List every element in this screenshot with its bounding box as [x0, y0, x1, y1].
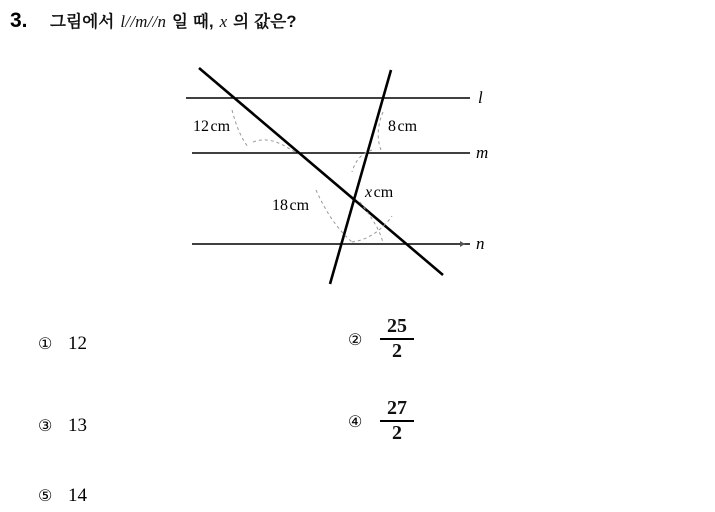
answer-choices	[0, 305, 715, 505]
measure-8cm: 8cm	[388, 118, 418, 135]
label-line-m: m	[476, 143, 489, 162]
choice-option-2[interactable]	[348, 317, 414, 363]
choice-numerator-4: 27	[387, 397, 407, 419]
leader-18cm	[316, 190, 352, 242]
measure-x-cm: xcm	[365, 184, 394, 201]
choice-value-3: 13	[68, 415, 87, 436]
question-text-middle: 일 때,	[171, 13, 214, 31]
tick-mark-n	[460, 241, 465, 247]
choice-marker-4: ④	[348, 414, 363, 431]
choice-option-4[interactable]	[348, 399, 414, 445]
question-header	[10, 8, 700, 42]
label-line-l: l	[478, 88, 483, 107]
choice-value-1: 12	[68, 333, 87, 354]
measure-18cm: 18cm	[272, 197, 310, 214]
choice-option-5[interactable]	[38, 485, 87, 507]
choice-marker-3: ③	[38, 418, 53, 435]
choice-numerator-2: 25	[387, 315, 407, 337]
question-text-after: 의 값은?	[233, 13, 297, 31]
measure-12cm: 12cm	[193, 118, 231, 135]
figure-svg	[0, 50, 715, 300]
question-text-before: 그림에서	[50, 13, 115, 31]
choice-denominator-2: 2	[392, 340, 402, 362]
question-number: 3.	[10, 9, 28, 32]
choice-fraction-2	[372, 316, 414, 362]
choice-fraction-4	[372, 398, 414, 444]
leader-8cm	[378, 112, 383, 150]
geometry-figure	[0, 50, 715, 300]
choice-option-1[interactable]	[38, 333, 87, 355]
question-variable: x	[219, 12, 228, 31]
choice-marker-5: ⑤	[38, 488, 53, 505]
choice-denominator-4: 2	[392, 422, 402, 444]
leader-12cm	[232, 110, 248, 147]
question-text	[50, 8, 297, 32]
label-line-n: n	[476, 234, 485, 253]
transversal-right	[330, 70, 394, 284]
choice-value-5: 14	[68, 485, 87, 506]
leader-18cm-arc	[352, 216, 392, 242]
choice-marker-1: ①	[38, 336, 53, 353]
choice-marker-2: ②	[348, 332, 363, 349]
choice-option-3[interactable]	[38, 415, 87, 437]
question-parallel-expression: l//m//n	[120, 12, 167, 31]
